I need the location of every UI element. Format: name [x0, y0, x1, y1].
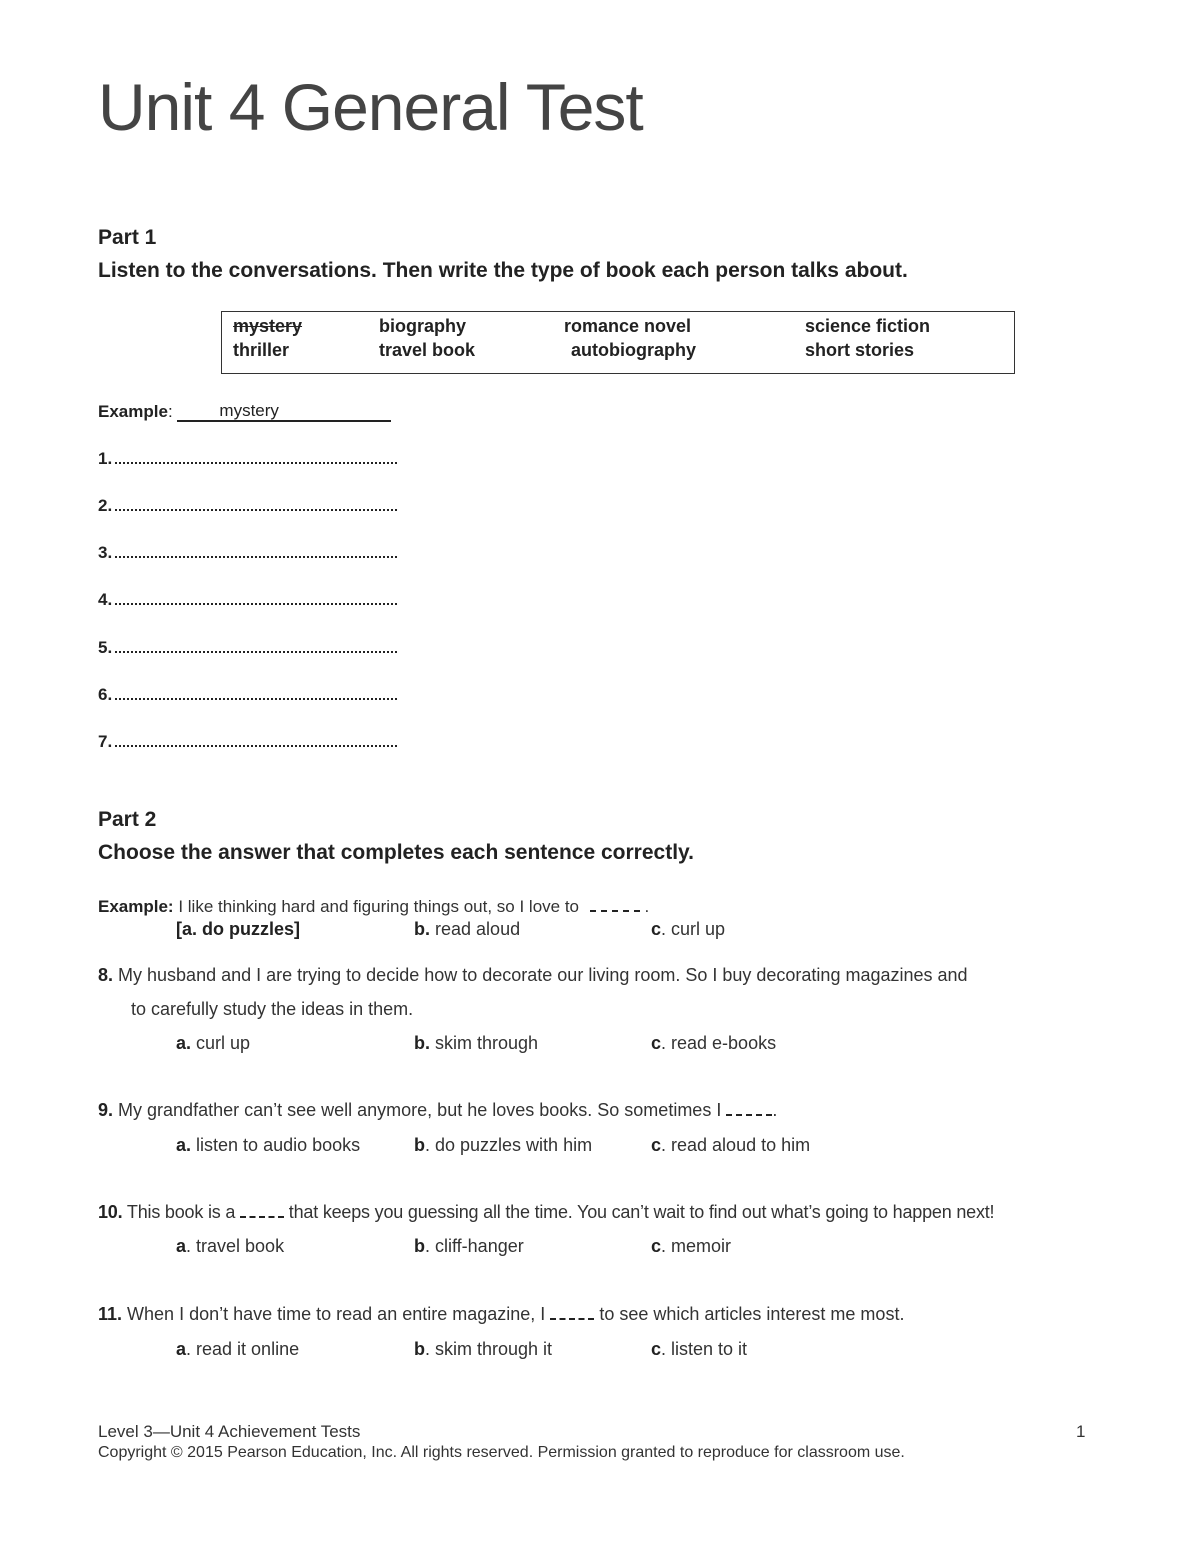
page-number: 1: [1076, 1422, 1086, 1441]
example-label: Example: [98, 402, 168, 421]
answer-line-6: [98, 685, 397, 705]
question-text: My husband and I are trying to decide how to decorate our living room. So I buy decorating magazines and: [118, 965, 968, 985]
answer-line-2: [98, 496, 397, 516]
option-c[interactable]: c. listen to it: [651, 1339, 748, 1359]
part1-example: [98, 401, 391, 422]
part2-example: [98, 896, 649, 917]
page-title: Unit 4 General Test: [98, 70, 643, 144]
question-text: This book is a: [126, 1202, 236, 1222]
question-number: 10.: [98, 1202, 123, 1222]
question-8-line2: to carefully study the ideas in them.: [131, 999, 414, 1019]
item-number: 3.: [98, 543, 113, 562]
item-number: 7.: [98, 732, 113, 751]
question-text: My grandfather can’t see well anymore, but he loves books. So sometimes I: [118, 1100, 722, 1120]
part1-label: Part 1: [98, 226, 157, 249]
example-end: .: [644, 897, 650, 916]
option-c[interactable]: c. read aloud to him: [651, 1135, 811, 1155]
option-b[interactable]: b. do puzzles with him: [414, 1135, 593, 1155]
example-option-b: b. read aloud: [414, 919, 521, 939]
answer-blank[interactable]: [115, 450, 397, 464]
word-box-item: romance novel: [564, 316, 692, 336]
answer-blank[interactable]: [115, 733, 397, 747]
item-number: 1.: [98, 449, 113, 468]
option-b[interactable]: b. skim through it: [414, 1339, 553, 1359]
option-a[interactable]: a. read it online: [176, 1339, 300, 1359]
answer-blank[interactable]: [115, 591, 397, 605]
question-text: When I don’t have time to read an entire magazine, I: [127, 1304, 546, 1324]
option-a[interactable]: a. travel book: [176, 1236, 285, 1256]
item-number: 5.: [98, 638, 113, 657]
answer-blank[interactable]: [240, 1202, 284, 1218]
item-number: 4.: [98, 590, 113, 609]
example-text: I like thinking hard and figuring things out, so I love to: [178, 897, 580, 916]
answer-line-4: [98, 590, 397, 610]
answer-blank[interactable]: [115, 544, 397, 558]
word-box-item: biography: [379, 316, 467, 336]
question-8: [98, 965, 968, 986]
example-answer: mystery: [219, 401, 279, 420]
word-box: [221, 311, 1015, 374]
part2-label: Part 2: [98, 808, 157, 831]
answer-blank[interactable]: [115, 639, 397, 653]
option-a[interactable]: a. curl up: [176, 1033, 251, 1053]
answer-blank[interactable]: [726, 1100, 772, 1116]
example-option-c: c. curl up: [651, 919, 726, 939]
word-box-item: mystery: [233, 316, 303, 336]
option-a[interactable]: a. listen to audio books: [176, 1135, 361, 1155]
example-label: Example:: [98, 897, 174, 916]
answer-line-5: [98, 638, 397, 658]
word-box-item: short stories: [805, 340, 915, 360]
answer-blank[interactable]: [115, 686, 397, 700]
answer-blank[interactable]: [115, 497, 397, 511]
word-box-item: science fiction: [805, 316, 931, 336]
example-colon: :: [167, 402, 173, 421]
footer-copyright: Copyright © 2015 Pearson Education, Inc. All rights reserved. Permission granted to reproduce for classroom use.: [98, 1444, 905, 1461]
answer-line-1: [98, 449, 397, 469]
option-b[interactable]: b. cliff-hanger: [414, 1236, 524, 1256]
question-number: 9.: [98, 1100, 114, 1120]
option-b[interactable]: b. skim through: [414, 1033, 539, 1053]
example-blank: [590, 896, 640, 912]
part1-instruction: Listen to the conversations. Then write the type of book each person talks about.: [98, 259, 908, 282]
answer-line-3: [98, 543, 397, 563]
word-box-item: travel book: [379, 340, 476, 360]
example-option-a: [a. do puzzles]: [176, 919, 301, 939]
option-c[interactable]: c. memoir: [651, 1236, 732, 1256]
footer-level: Level 3—Unit 4 Achievement Tests: [98, 1422, 361, 1441]
question-number: 8.: [98, 965, 114, 985]
answer-line-7: [98, 732, 397, 752]
question-number: 11.: [98, 1304, 123, 1324]
question-9: 9. My grandfather can’t see well anymore, but he loves books. So sometimes I .: [98, 1100, 778, 1120]
part2-instruction: Choose the answer that completes each sentence correctly.: [98, 841, 694, 864]
example-answer-blank: [177, 401, 391, 422]
answer-blank[interactable]: [550, 1304, 594, 1320]
option-c[interactable]: c. read e-books: [651, 1033, 777, 1053]
word-box-item: thriller: [233, 340, 290, 360]
item-number: 2.: [98, 496, 113, 515]
item-number: 6.: [98, 685, 113, 704]
question-11: 11. When I don’t have time to read an entire magazine, I to see which articles interest me most.: [98, 1304, 905, 1324]
question-10: 10. This book is a that keeps you guessing all the time. You can’t wait to find out what’s going to happen next!: [98, 1202, 995, 1222]
word-box-item: autobiography: [571, 340, 696, 360]
